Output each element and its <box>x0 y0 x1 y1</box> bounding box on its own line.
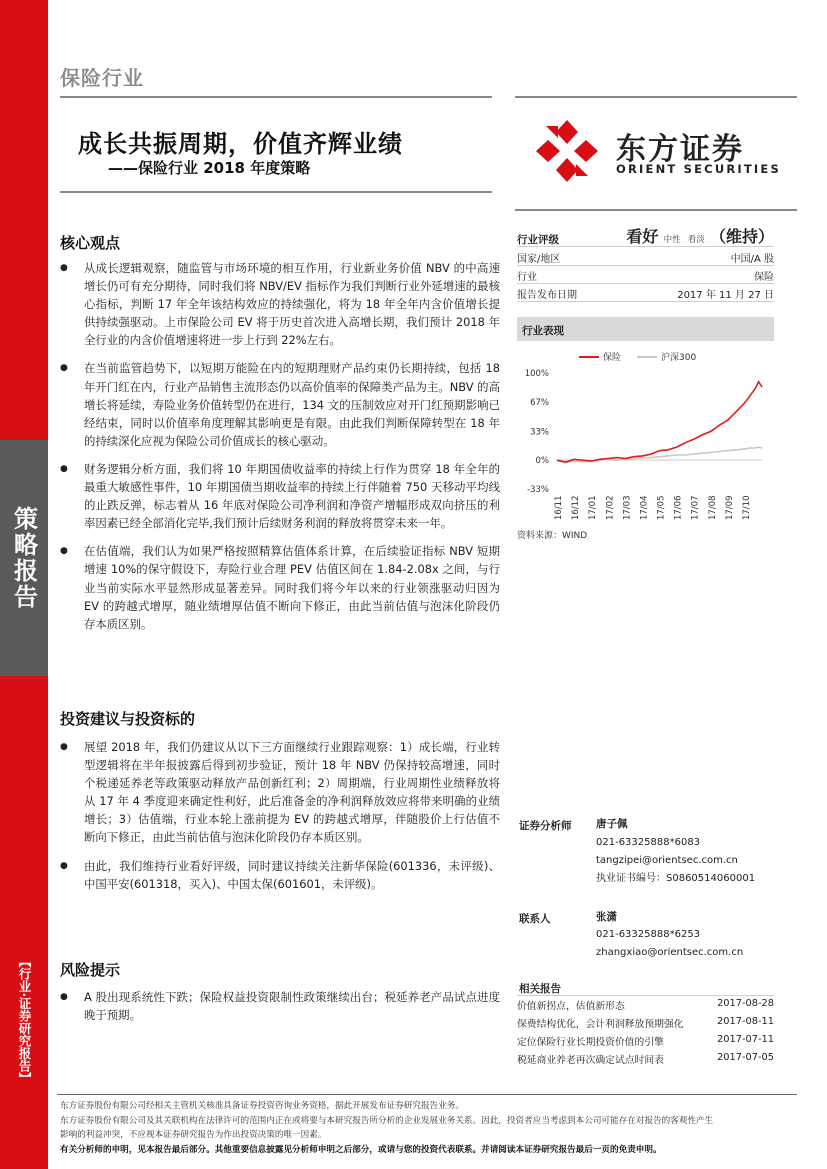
header-divider-left <box>60 96 492 98</box>
related-report[interactable] <box>517 1016 774 1030</box>
related-report-date: 2017-07-05 <box>717 1052 774 1063</box>
report-subtitle: ——保险行业 2018 年度策略 <box>108 159 311 177</box>
logo-divider <box>515 209 797 211</box>
related-report-title: 保费结构优化，会计利润释放预期强化 <box>517 1019 684 1030</box>
rating-info-value: 2017 年 11 月 27 日 <box>677 290 774 301</box>
y-tick-label: -33% <box>527 485 549 495</box>
related-heading: 相关报告 <box>519 983 561 995</box>
side-note <box>0 945 48 1095</box>
x-tick-label: 17/09 <box>724 495 735 520</box>
footer-line-bold: 有关分析师的申明，见本报告最后部分。其他重要信息披露见分析师申明之后部分，或请与您的投资代表联系。并请阅读本证券研究报告最后一页的免责申明。 <box>60 1144 662 1155</box>
risk-heading: 风险提示 <box>60 961 121 979</box>
analyst-role: 证券分析师 <box>519 820 572 832</box>
chart-source: 资料来源：WIND <box>517 531 588 541</box>
contact-role: 联系人 <box>519 913 551 925</box>
rating-info-row <box>517 268 774 283</box>
rating-info-key: 行业 <box>517 272 537 283</box>
report-type-label: 策略报告 <box>9 506 38 610</box>
title-divider <box>60 191 492 193</box>
related-report-title: 价值新拐点，估值新形态 <box>517 1001 625 1012</box>
x-tick-label: 17/06 <box>673 495 684 520</box>
side-note-label: 【行业·证券研究报告】 <box>17 955 32 1085</box>
rating-divider <box>517 301 774 302</box>
analyst-name: 唐子佩 <box>596 818 628 830</box>
related-report[interactable] <box>517 1034 774 1048</box>
x-tick-label: 17/05 <box>656 495 667 520</box>
core-bullet: ● 在估值端，我们认为如果严格按照精算估值体系计算，在后续验证指标 NBV 短期增速 10%的保守假设下，寿险行业合理 PEV 估值区间在 1.84-2.08x 之间，与行业当前实际水平显然形成显著差异。同时我们将今年以来的行业领涨驱动归因为 EV 的跨越式增厚，随业绩增厚估值不断向下修正，由此当前估值与泡沫化阶段仍存本质区别。 <box>60 542 500 632</box>
performance-title: 行业表现 <box>517 317 774 341</box>
invest-bullet: ● 展望 2018 年，我们仍建议从以下三方面继续行业跟踪观察：1）成长端，行业转型逻辑将在半年报披露后得到初步验证，预计 18 年 NBV 仍保持较高增速，同时个税递延养老等政策驱动释放产品创新红利；2）周期端，行业周期性业绩释放将从 17 年 4 季度迎来确定性利好，此后准备金的净利润释放效应将带来明确的业绩增长；3）估值端，行业本轮上涨前提为 EV 的跨越式增厚，伴随股价上行估值不断向下修正，由此当前估值与泡沫化阶段仍存本质区别。 <box>60 738 500 847</box>
invest-bullet: ● 由此，我们维持行业看好评级，同时建议持续关注新华保险(601336，未评级)、中国平安(601318，买入)、中国太保(601601，未评级)。 <box>60 857 500 893</box>
logo-text-en: ORIENT SECURITIES <box>616 162 781 176</box>
rating-info-value: 中国/A 股 <box>730 254 774 265</box>
footer-disclaimer <box>60 1099 800 1157</box>
core-bullet: ● 从成长逻辑观察，随监管与市场环境的相互作用，行业新业务价值 NBV 的中高速增长仍可有充分期待，同时我们将 NBV/EV 指标作为我们判断行业外延增速的最核心指标，判断 17 年全年该结构效应的持续强化，将为 18 年全年内含价值增长提供持续强驱动。上市保险公司 EV 将于历史首次进入高增长期，我们预计 2018 年全行业的内含价值增速将进一步上行到 22%左右。 <box>60 259 500 349</box>
core-heading: 核心观点 <box>60 234 121 252</box>
y-tick-label: 67% <box>530 397 549 408</box>
core-bullets <box>60 259 500 633</box>
analyst-email[interactable]: tangzipei@orientsec.com.cn <box>596 855 738 866</box>
company-logo <box>528 118 788 184</box>
invest-bullets <box>60 738 500 893</box>
logo-mark-icon <box>528 118 606 184</box>
related-report-date: 2017-08-11 <box>717 1016 774 1027</box>
related-divider <box>517 995 774 996</box>
x-tick-label: 17/08 <box>707 495 718 520</box>
x-tick-label: 16/12 <box>571 495 582 520</box>
contact-name: 张潇 <box>596 911 617 923</box>
rating-divider <box>517 246 774 247</box>
y-tick-label: 100% <box>524 369 549 379</box>
invest-heading: 投资建议与投资标的 <box>60 710 196 728</box>
related-report[interactable] <box>517 998 774 1012</box>
contact-email[interactable]: zhangxiao@orientsec.com.cn <box>596 947 744 958</box>
footer-line: 东方证券股份有限公司经相关主管机关核准具备证券投资咨询业务资格，据此开展发布证券研究报告业务。 <box>60 1101 464 1111</box>
industry-tag: 保险行业 <box>60 66 144 90</box>
performance-chart <box>517 345 774 525</box>
risk-bullet: ● A 股出现系统性下跌；保险权益投资限制性政策继续出台；税延养老产品试点进度晚于预期。 <box>60 988 500 1024</box>
rating-info-row <box>517 286 774 301</box>
header-divider-right <box>515 96 797 98</box>
footer-divider <box>57 1094 797 1095</box>
rating-info-key: 报告发布日期 <box>517 290 577 301</box>
related-report-date: 2017-07-11 <box>717 1034 774 1045</box>
legend-insurance-label: 保险 <box>603 353 622 363</box>
risk-bullets <box>60 988 500 1024</box>
related-report[interactable] <box>517 1052 774 1066</box>
rating-info-value: 保险 <box>754 272 774 283</box>
x-tick-label: 16/11 <box>554 495 564 520</box>
report-type-tab <box>0 440 48 676</box>
report-title: 成长共振周期，价值齐辉业绩 <box>78 130 403 158</box>
x-tick-label: 17/10 <box>741 495 752 520</box>
rating-info-key: 国家/地区 <box>517 254 561 265</box>
rating-option-neutral: 中性 <box>663 235 681 245</box>
rating-divider <box>517 265 774 266</box>
legend-hs300-label: 沪深300 <box>661 353 697 363</box>
rating-value: 看好 <box>626 227 659 246</box>
x-tick-label: 17/01 <box>588 495 599 520</box>
contact-phone: 021-63325888*6253 <box>596 929 701 940</box>
core-bullet: ● 财务逻辑分析方面，我们将 10 年期国债收益率的持续上行作为贯穿 18 年全年的最重大敏感性事件，10 年期国债当期收益率的持续上行伴随着 750 天移动平均线的止跌反弹，标志着从 16 年底对保险公司净利润和净资产增幅形成双向挤压的利率因素已经全部消化完毕,我们预计后续财务利润的释放将贯穿未来一年。 <box>60 460 500 532</box>
related-report-date: 2017-08-28 <box>717 998 774 1009</box>
rating-option-negative: 看淡 <box>687 235 705 245</box>
footer-line: 东方证券股份有限公司及其关联机构在法律许可的范围内正在或将要与本研究报告所分析的企业发展业务关系。因此，投资者应当考虑到本公司可能存在对报告的客观性产生 <box>60 1115 714 1126</box>
footer-line: 影响的利益冲突，不应视本证券研究报告为作出投资决策的唯一因素。 <box>60 1130 327 1140</box>
rating-info-row <box>517 250 774 265</box>
x-tick-label: 17/03 <box>622 495 633 520</box>
related-report-title: 定位保险行业长期投资价值的引擎 <box>517 1037 664 1048</box>
related-report-title: 税延商业养老再次确定试点时间表 <box>517 1055 664 1066</box>
rating-row <box>517 224 774 247</box>
x-tick-label: 17/02 <box>605 495 616 520</box>
x-tick-label: 17/04 <box>639 495 650 520</box>
x-tick-label: 17/07 <box>690 495 701 520</box>
y-tick-label: 0% <box>535 456 549 467</box>
y-tick-label: 33% <box>530 427 549 438</box>
logo-text-cn: 东方证券 <box>616 132 744 167</box>
analyst-cert: 执业证书编号：S0860514060001 <box>596 873 756 884</box>
core-bullet: ● 在当前监管趋势下，以短期万能险在内的短期理财产品约束仍长期持续，包括 18 年开门红在内，行业产品销售主流形态仍以高价值率的保障类产品为主。NBV 的高增长将延续，寿险业务价值转型仍在进行，134 文的压制效应对开门红预期影响已经结束，同时以价值率角度理解其影响更是有限。由此我们判断保障转型在 18 年的持续深化应视为保险公司价值成长的核心驱动。 <box>60 359 500 449</box>
rating-maintain: （维持） <box>709 227 774 246</box>
analyst-phone: 021-63325888*6083 <box>596 837 701 848</box>
rating-label: 行业评级 <box>517 234 559 246</box>
rating-divider <box>517 283 774 284</box>
